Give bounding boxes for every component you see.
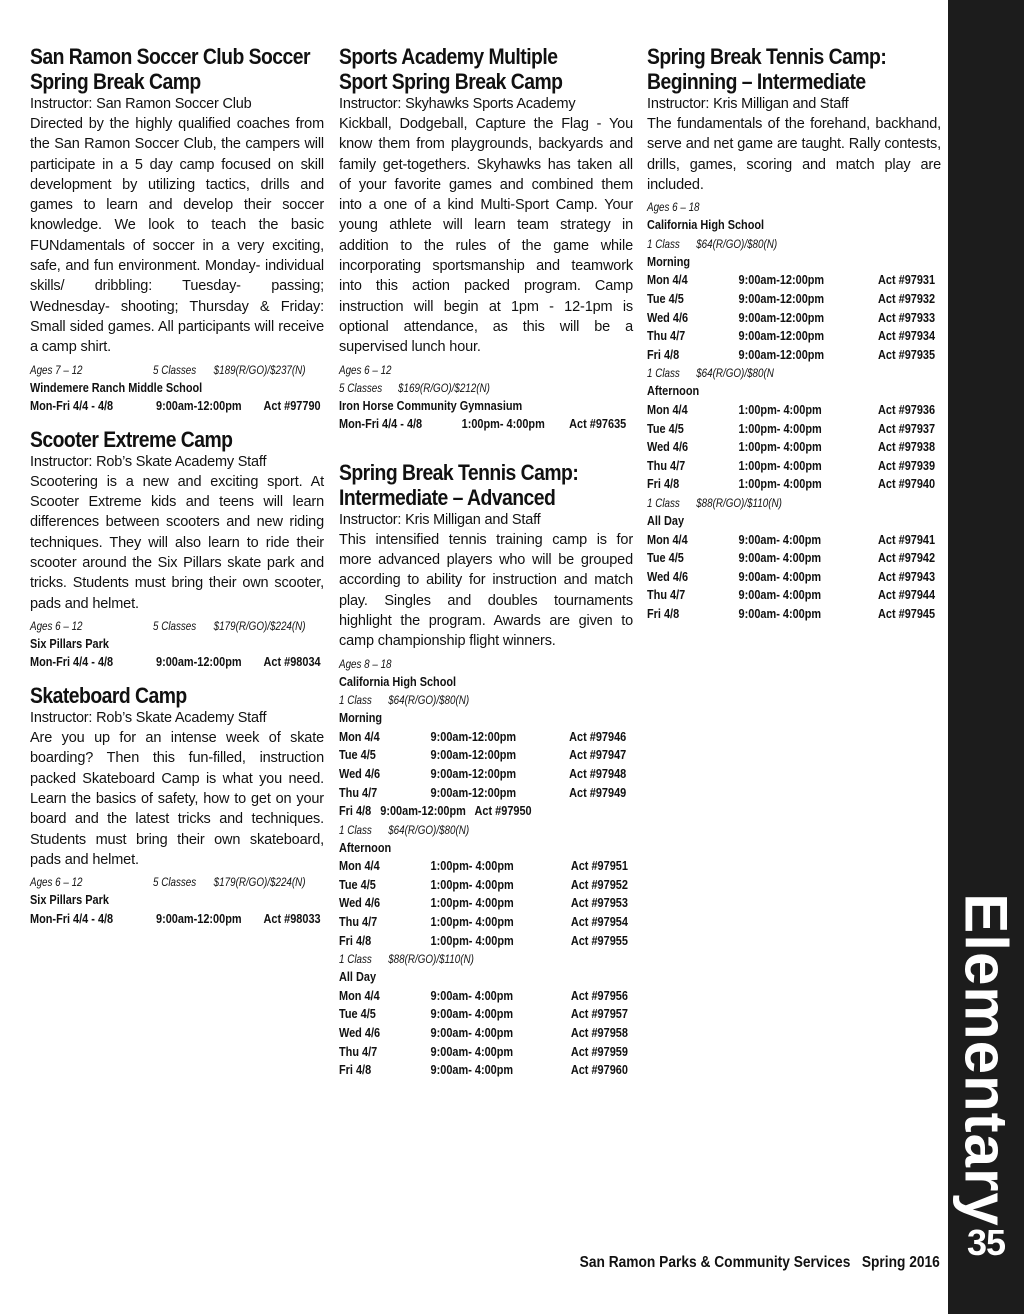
activity-number: Act #97940 — [878, 476, 936, 492]
time: 9:00am-12:00pm — [430, 747, 517, 763]
day: Thu 4/7 — [339, 1043, 378, 1059]
time: 1:00pm- 4:00pm — [430, 914, 514, 930]
page-footer: San Ramon Parks & Community Services Spring 2016 — [579, 1254, 940, 1271]
schedule-row — [647, 605, 941, 624]
title-line: Spring Break Tennis Camp: — [339, 459, 579, 485]
day: Mon 4/4 — [339, 987, 380, 1003]
time: 9:00am-12:00pm — [738, 328, 825, 344]
day: Tue 4/5 — [647, 420, 684, 436]
time: 1:00pm- 4:00pm — [738, 439, 822, 455]
time: 9:00am- 4:00pm — [430, 1025, 514, 1041]
description: The fundamentals of the forehand, backhand, serve and net game are taught. Rally contests, drills, games, scoring and match play are included. — [647, 116, 941, 193]
description: Scootering is a new and exciting sport. At Scooter Extreme kids and teens will learn differences between scooters and new riding techniques. They will also learn to ride their scooter around the Six Pillars skate park and tricks. Students must bring their own scooter, pads and helmet. — [30, 473, 324, 612]
column-right — [647, 44, 941, 623]
schedule-row — [339, 746, 633, 765]
schedule-row — [647, 401, 941, 420]
time: 9:00am-12:00pm — [156, 398, 242, 414]
schedule-row — [647, 327, 941, 346]
schedule-row — [647, 457, 941, 476]
class-count: 5 Classes — [153, 362, 197, 377]
class-fee: 1 Class $88(R/GO)/$110(N) — [647, 495, 782, 510]
time: 9:00am- 4:00pm — [738, 587, 822, 603]
schedule-row — [647, 475, 941, 494]
schedule-row: Fri 4/8 9:00am-12:00pm Act #97950 — [339, 803, 532, 819]
activity-number: Act #97945 — [878, 605, 936, 621]
column-left — [30, 44, 324, 928]
ages: Ages 7 – 12 — [30, 362, 83, 377]
sports-academy-section — [339, 44, 633, 434]
day: Fri 4/8 — [647, 605, 680, 621]
ages: Ages 8 – 18 — [339, 656, 392, 671]
schedule-row — [647, 309, 941, 328]
time: 1:00pm- 4:00pm — [461, 416, 545, 432]
title-line: Beginning – Intermediate — [647, 69, 866, 94]
time: 9:00am- 4:00pm — [738, 531, 822, 547]
schedule-row — [647, 271, 941, 290]
title-line: San Ramon Soccer Club Soccer — [30, 44, 311, 69]
activity-number: Act #97944 — [878, 587, 936, 603]
schedule-row — [339, 857, 633, 876]
instructor: Instructor: Rob’s Skate Academy Staff — [30, 710, 267, 727]
tennis-beginning-section — [647, 44, 941, 623]
schedule-row — [339, 876, 633, 895]
day: Fri 4/8 — [647, 476, 680, 492]
day: Thu 4/7 — [339, 914, 378, 930]
ages: Ages 6 – 18 — [647, 200, 700, 215]
time: 1:00pm- 4:00pm — [738, 401, 822, 417]
time: 1:00pm- 4:00pm — [738, 457, 822, 473]
activity-number: Act #98034 — [263, 654, 321, 670]
class-meta — [30, 617, 324, 635]
activity-number: Act #97958 — [570, 1025, 628, 1041]
class-fee: 1 Class $88(R/GO)/$110(N) — [339, 952, 474, 967]
fee: $179(R/GO)/$224(N) — [213, 875, 306, 890]
day: Thu 4/7 — [647, 457, 686, 473]
time: 1:00pm- 4:00pm — [430, 876, 514, 892]
session-label: Afternoon — [339, 839, 392, 855]
class-meta — [339, 361, 633, 379]
day: Fri 4/8 — [339, 1062, 372, 1078]
class-meta — [30, 361, 324, 379]
class-fee: 1 Class $64(R/GO)/$80(N) — [647, 236, 778, 251]
day: Mon 4/4 — [339, 728, 380, 744]
schedule-row — [647, 549, 941, 568]
time: 1:00pm- 4:00pm — [430, 895, 514, 911]
time: 9:00am-12:00pm — [738, 290, 825, 306]
schedule-row — [339, 1061, 633, 1080]
activity-number: Act #97959 — [570, 1043, 628, 1059]
day: Mon 4/4 — [647, 272, 688, 288]
session-label: Afternoon — [647, 383, 700, 399]
activity-number: Act #97938 — [878, 439, 936, 455]
activity-number: Act #97949 — [569, 784, 627, 800]
activity-number: Act #97790 — [263, 398, 321, 414]
day: Mon 4/4 — [647, 401, 688, 417]
activity-number: Act #97943 — [878, 568, 936, 584]
day: Wed 4/6 — [647, 568, 689, 584]
fee: $189(R/GO)/$237(N) — [213, 362, 306, 377]
page-number: 35 — [966, 1222, 1006, 1263]
schedule-row — [339, 1043, 633, 1062]
day: Wed 4/6 — [339, 895, 381, 911]
activity-number: Act #97953 — [570, 895, 628, 911]
time: 9:00am-12:00pm — [738, 309, 825, 325]
instructor: Instructor: Kris Milligan and Staff — [647, 96, 849, 112]
fee: $179(R/GO)/$224(N) — [213, 618, 306, 633]
location: Windemere Ranch Middle School — [30, 379, 203, 395]
time: 9:00am-12:00pm — [156, 654, 242, 670]
location: Six Pillars Park — [30, 892, 109, 908]
schedule-row — [339, 1024, 633, 1043]
class-count: 5 Classes — [153, 875, 197, 890]
schedule-row — [30, 653, 324, 672]
time: 9:00am-12:00pm — [738, 346, 825, 362]
activity-number: Act #97954 — [570, 914, 628, 930]
day: Fri 4/8 — [647, 346, 680, 362]
activity-number: Act #97635 — [569, 416, 627, 432]
day: Thu 4/7 — [647, 328, 686, 344]
activity-number: Act #97934 — [878, 328, 936, 344]
schedule-row — [30, 397, 324, 416]
column-middle — [339, 44, 633, 1080]
activity-number: Act #97948 — [569, 765, 627, 781]
schedule-row — [339, 1005, 633, 1024]
scooter-camp-section — [30, 427, 324, 672]
skateboard-camp-title: Skateboard Camp — [30, 683, 187, 709]
dates: Mon-Fri 4/4 - 4/8 — [30, 654, 114, 670]
time: 9:00am-12:00pm — [430, 728, 517, 744]
time: 1:00pm- 4:00pm — [738, 420, 822, 436]
schedule-row — [647, 290, 941, 309]
title-line: Spring Break Tennis Camp: — [647, 44, 887, 69]
activity-number: Act #97941 — [878, 531, 936, 547]
ages: Ages 6 – 12 — [339, 362, 392, 377]
time: 9:00am-12:00pm — [156, 910, 242, 926]
day: Wed 4/6 — [647, 439, 689, 455]
schedule-row — [339, 765, 633, 784]
schedule-row — [339, 894, 633, 913]
activity-number: Act #97956 — [570, 987, 628, 1003]
schedule-row — [30, 910, 324, 929]
schedule-row — [339, 784, 633, 803]
ages: Ages 6 – 12 — [30, 875, 83, 890]
class-count: 5 Classes — [339, 380, 383, 395]
instructor: Instructor: Kris Milligan and Staff — [339, 511, 541, 528]
day: Wed 4/6 — [647, 309, 689, 325]
day: Mon 4/4 — [647, 531, 688, 547]
location: California High School — [647, 217, 765, 233]
title-line: Sport Spring Break Camp — [339, 69, 563, 94]
location: California High School — [339, 673, 457, 689]
day: Thu 4/7 — [339, 784, 378, 800]
day: Tue 4/5 — [647, 550, 684, 566]
activity-number: Act #97947 — [569, 747, 627, 763]
activity-number: Act #97960 — [570, 1062, 628, 1078]
class-meta — [30, 873, 324, 891]
activity-number: Act #97932 — [878, 290, 936, 306]
description: Kickball, Dodgeball, Capture the Flag - You know them from playgrounds, backyards and family get-togethers. Skyhawks has taken all of your favorite games and combined them into a one of a kind Multi-Sport Camp. Your young athlete will learn team strategy in addition to the rules of the game while incorporating sportsmanship and teamwork into this action packed program. Camp instruction will begin at 1pm - 12-1pm is optional attendance, as this will be a supervised lunch hour. — [339, 116, 633, 356]
skateboard-camp-section — [30, 683, 324, 928]
description: Directed by the highly qualified coaches from the San Ramon Soccer Club, the campers will participate in a 5 day camp focused on skill development by utilizing tactics, drills and games to learn and develop their soccer knowledge. We look to teach the basic FUNdamentals of soccer in a very exciting, safe, and fun environment. Monday- individual skills/ dribbling: Tuesday- passing; Wednesday- shooting; Thursday & Friday: Small sided games. All participants will receive a camp shirt. — [30, 116, 324, 356]
time: 1:00pm- 4:00pm — [430, 858, 514, 874]
soccer-camp-section — [30, 44, 324, 416]
class-meta — [339, 379, 633, 397]
location: Six Pillars Park — [30, 635, 109, 651]
activity-number: Act #97935 — [878, 346, 936, 362]
time: 1:00pm- 4:00pm — [738, 476, 822, 492]
class-fee: 1 Class $64(R/GO)/$80(N — [647, 366, 774, 381]
schedule-row — [339, 728, 633, 747]
instructor: Instructor: San Ramon Soccer Club — [30, 96, 252, 112]
dates: Mon-Fri 4/4 - 4/8 — [30, 910, 114, 926]
location: Iron Horse Community Gymnasium — [339, 397, 523, 413]
time: 9:00am- 4:00pm — [430, 1043, 514, 1059]
time: 9:00am-12:00pm — [430, 784, 517, 800]
activity-number: Act #97952 — [570, 876, 628, 892]
title-line: Spring Break Camp — [30, 69, 201, 94]
scooter-camp-title: Scooter Extreme Camp — [30, 426, 233, 452]
time: 9:00am- 4:00pm — [738, 568, 822, 584]
time: 9:00am-12:00pm — [738, 272, 825, 288]
activity-number: Act #97939 — [878, 457, 936, 473]
ages: Ages 6 – 12 — [30, 618, 83, 633]
instructor: Instructor: Rob’s Skate Academy Staff — [30, 453, 267, 470]
tennis-beginning-title — [647, 44, 942, 94]
session-label: Morning — [339, 710, 383, 726]
time: 9:00am- 4:00pm — [430, 987, 514, 1003]
description: This intensified tennis training camp is for more advanced players who will be grouped according to ability for instruction and match play. Singles and doubles tournaments highlight the program. Awards are given to camp championship flight winners. — [339, 531, 633, 650]
schedule-row — [339, 415, 633, 434]
day: Tue 4/5 — [339, 876, 376, 892]
schedule-row — [647, 586, 941, 605]
day: Thu 4/7 — [647, 587, 686, 603]
day: Fri 4/8 — [339, 932, 372, 948]
activity-number: Act #97933 — [878, 309, 936, 325]
class-fee: 1 Class $64(R/GO)/$80(N) — [339, 822, 470, 837]
day: Tue 4/5 — [339, 747, 376, 763]
schedule-row — [647, 531, 941, 550]
day: Mon 4/4 — [339, 858, 380, 874]
schedule-row — [647, 438, 941, 457]
title-line: Intermediate – Advanced — [339, 484, 556, 510]
activity-number: Act #97951 — [570, 858, 628, 874]
activity-number: Act #97957 — [570, 1006, 628, 1022]
time: 9:00am-12:00pm — [430, 765, 517, 781]
activity-number: Act #97931 — [878, 272, 936, 288]
day: Wed 4/6 — [339, 765, 381, 781]
session-label: All Day — [647, 512, 685, 528]
activity-number: Act #98033 — [263, 910, 321, 926]
session-label: All Day — [339, 969, 377, 985]
day: Tue 4/5 — [647, 290, 684, 306]
schedule-row — [647, 346, 941, 365]
activity-number: Act #97955 — [570, 932, 628, 948]
class-count: 5 Classes — [153, 618, 197, 633]
dates: Mon-Fri 4/4 - 4/8 — [339, 416, 423, 432]
activity-number: Act #97942 — [878, 550, 936, 566]
section-tab-label: Elementary — [952, 893, 1020, 1227]
time: 9:00am- 4:00pm — [738, 605, 822, 621]
activity-number: Act #97946 — [569, 728, 627, 744]
session-label: Morning — [647, 253, 691, 269]
schedule-row — [339, 932, 633, 951]
tennis-advanced-section — [339, 460, 633, 1080]
tennis-advanced-title — [339, 460, 634, 510]
instructor: Instructor: Skyhawks Sports Academy — [339, 96, 576, 112]
schedule-row — [339, 913, 633, 932]
schedule-row — [647, 420, 941, 439]
activity-number: Act #97937 — [878, 420, 936, 436]
schedule-row — [339, 987, 633, 1006]
description: Are you up for an intense week of skate boarding? Then this fun-filled, instruction packed Skateboard Camp is what you need. Learn the basics of safety, how to get on your board and the latest tricks and techniques. Students must bring their own skateboard, pads and helmet. — [30, 730, 324, 868]
day: Tue 4/5 — [339, 1006, 376, 1022]
sports-academy-title — [339, 44, 634, 94]
class-fee: 1 Class $64(R/GO)/$80(N) — [339, 693, 470, 708]
dates: Mon-Fri 4/4 - 4/8 — [30, 398, 114, 414]
soccer-camp-title — [30, 44, 325, 94]
time: 9:00am- 4:00pm — [430, 1006, 514, 1022]
fee: $169(R/GO)/$212(N) — [398, 380, 490, 395]
time: 9:00am- 4:00pm — [430, 1062, 514, 1078]
title-line: Sports Academy Multiple — [339, 44, 558, 69]
time: 1:00pm- 4:00pm — [430, 932, 514, 948]
time: 9:00am- 4:00pm — [738, 550, 822, 566]
schedule-row — [647, 568, 941, 587]
activity-number: Act #97936 — [878, 401, 936, 417]
day: Wed 4/6 — [339, 1025, 381, 1041]
